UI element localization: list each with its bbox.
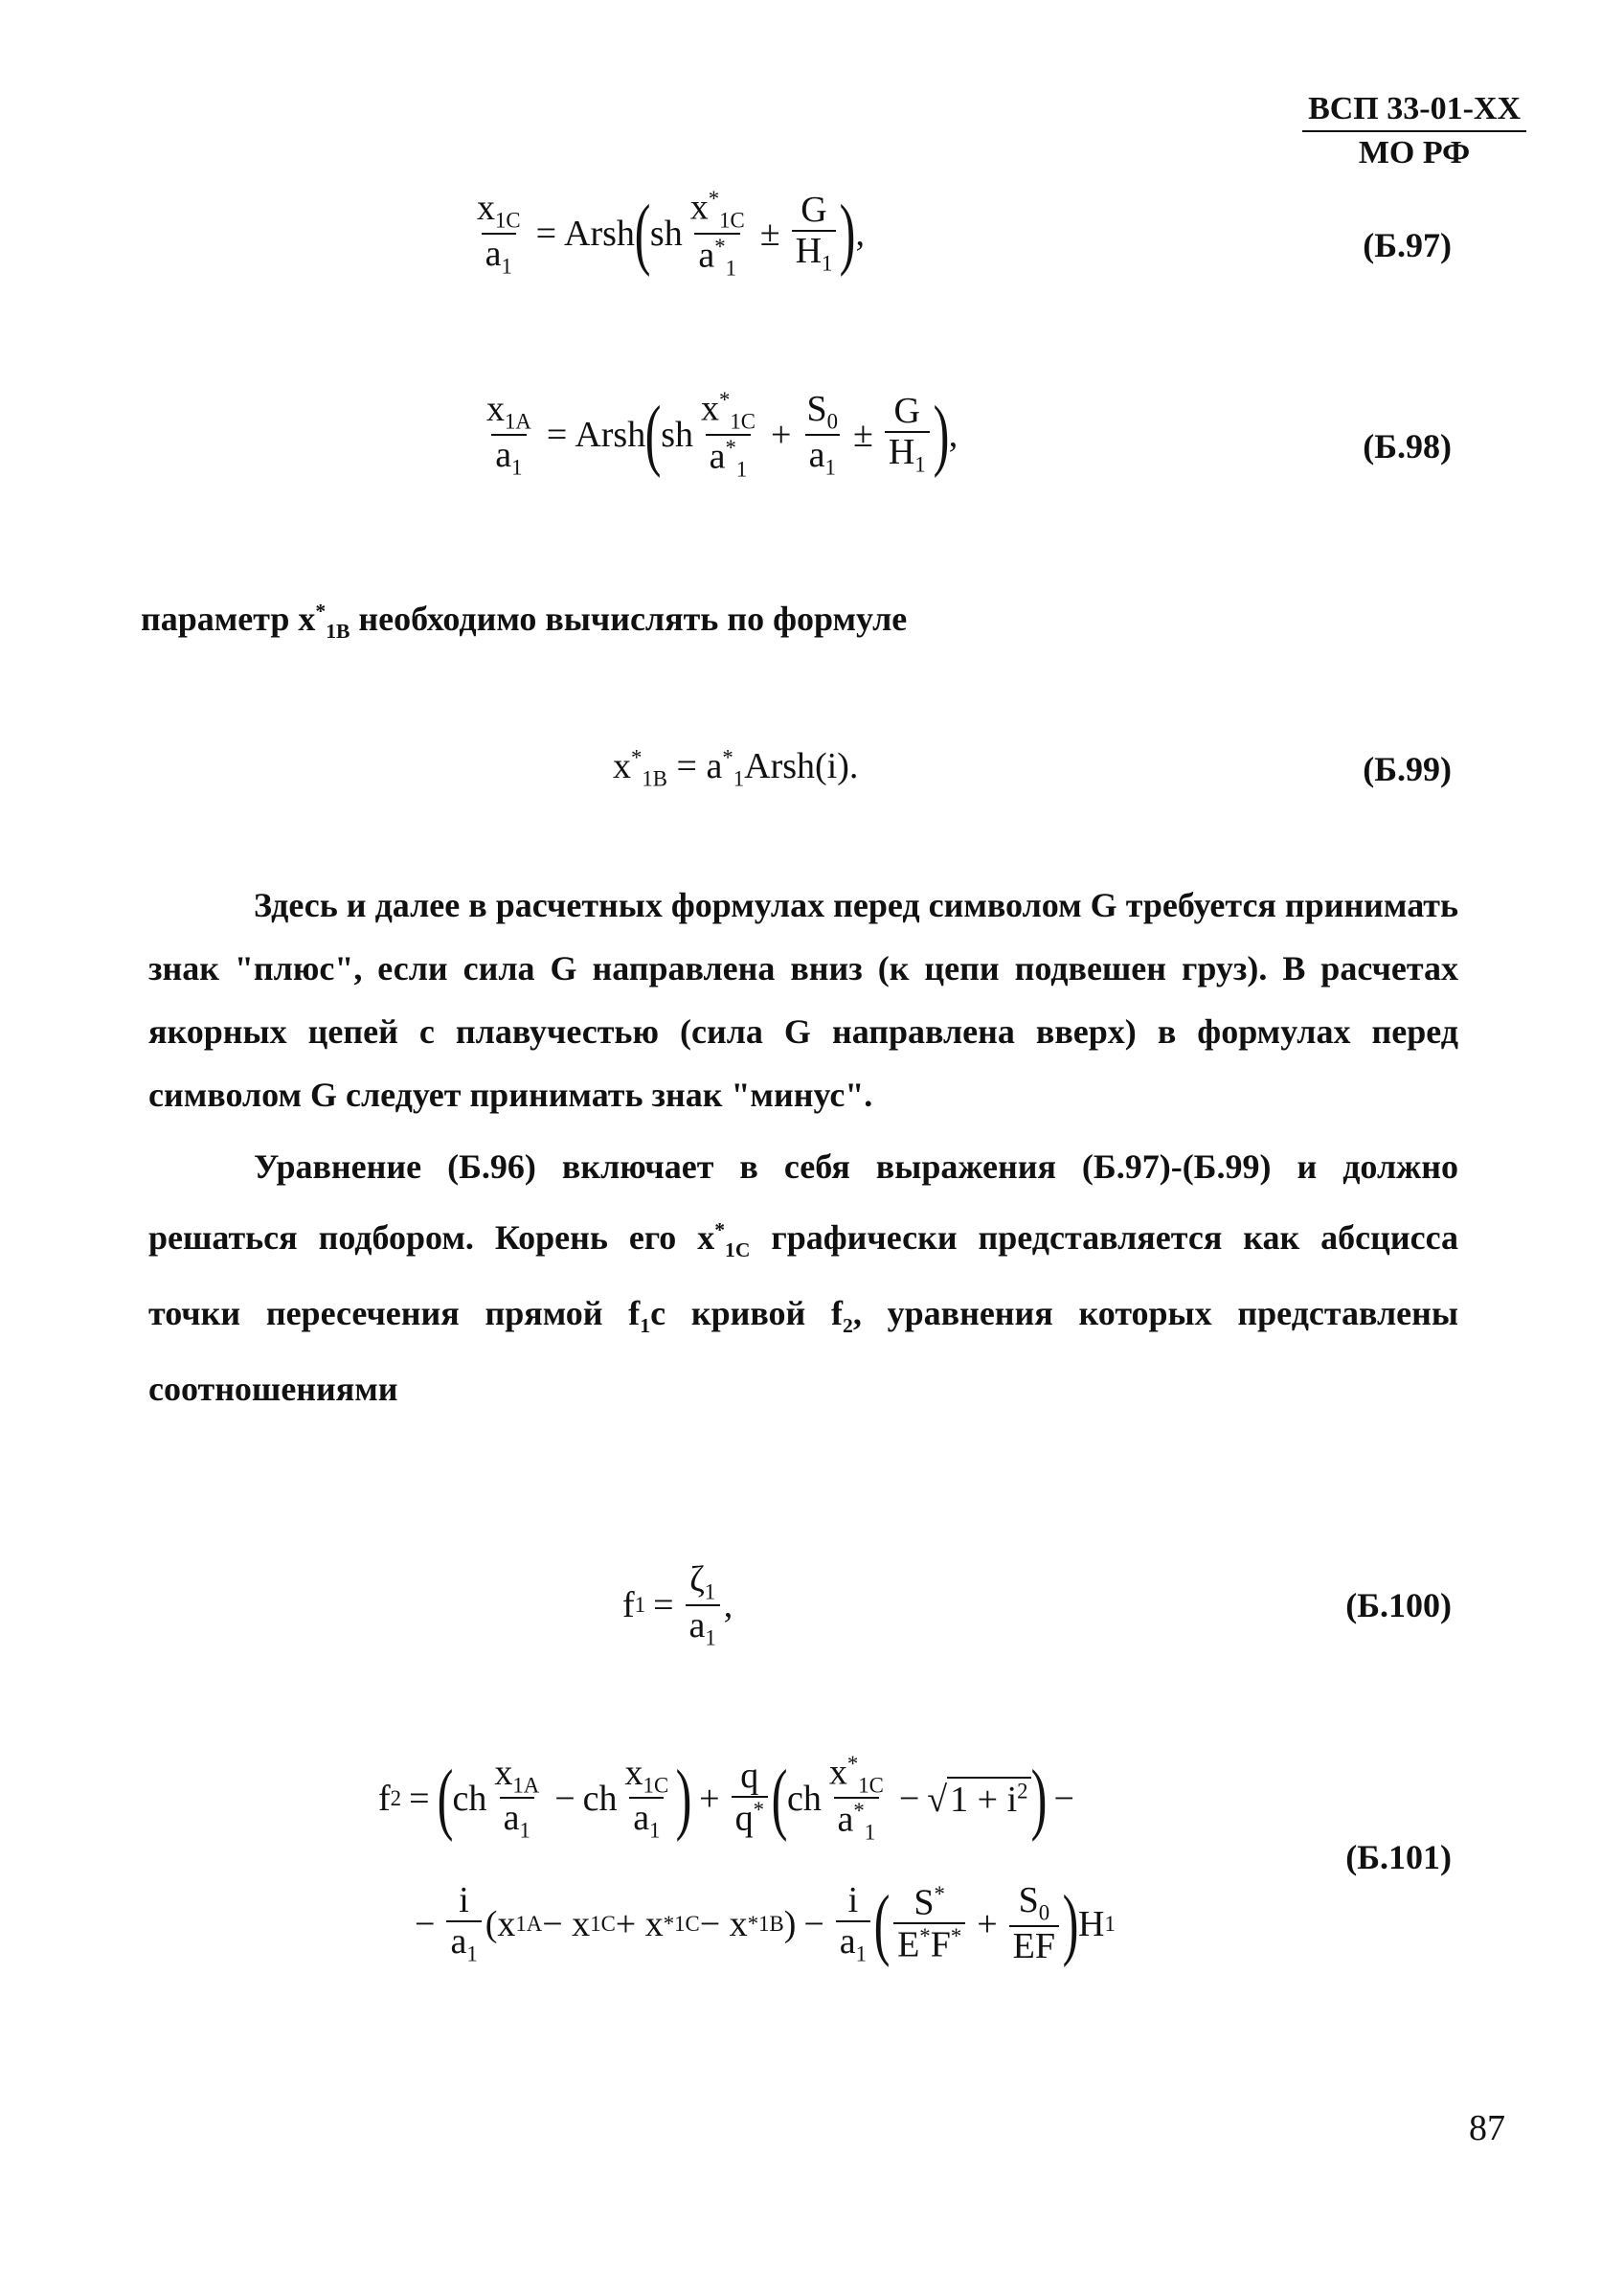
equation-b98: $\frac{x_{1A}}{a_1}$ = Arsh ( sh $\frac{x^*_{1C}}{a^*_1}$ + $\frac{S_0}{a_1}$ ± $\frac{G}{H_1}$ ) , xyxy=(486,388,959,481)
document-code: ВСП 33-01-ХХ xyxy=(1302,88,1526,132)
equation-b99: $x^*_{1B}$ = $a^*_1Arsh(i)$. xyxy=(613,745,859,791)
equation-label-b98: (Б.98) xyxy=(1363,427,1452,465)
document-organization: МО РФ xyxy=(1358,135,1471,170)
equation-label-b97: (Б.97) xyxy=(1363,226,1452,264)
equation-label-b100: (Б.100) xyxy=(1345,1586,1452,1624)
equation-b97: $\frac{x_{1C}}{a_1}$ = Arsh ( sh $\frac{x^*_{1C}}{a^*_1}$ ± $\frac{G}{H_1}$ ) , xyxy=(477,187,865,280)
equation-b100: f 1 = $\frac{\zeta_1}{a_1}$ , xyxy=(622,1559,733,1650)
equation-b101-line1: f 2 = ( ch $\frac{x_{1A}}{a_1}$ − ch $\frac{x_{1C}}{a_1}$ ) + $\frac{q}{q^*}$ ( ch $\frac{x^*_{1C}}{a^*_1}$ − √ $1 + i^2$ ) − xyxy=(378,1752,1074,1845)
document-header xyxy=(1302,88,1526,174)
equation-label-b101: (Б.101) xyxy=(1345,1838,1452,1876)
page-number: 87 xyxy=(1469,2108,1505,2148)
paragraph-sign-rule: Здесь и далее в расчетных формулах перед символом G требуется принимать знак "плюс", если сила G направлена вниз (к цепи подвешен груз). В расчетах якорных цепей с плавучестью (сила G направлена вверх) в формулах перед символом G следует принимать знак "минус". xyxy=(148,886,1458,1114)
paragraph-equation-solution: Уравнение (Б.96) включает в себя выражения (Б.97)-(Б.99) и должно решаться подбором. Корень его $x^*_{1C}$ графически представляется как абсцисса точки пересечения прямой $f_1с$ кривой $f_2$, уравнения которых представлены соотношениями xyxy=(148,1147,1458,1409)
parameter-line: параметр $x^*_{1B}$ необходимо вычислять по формуле xyxy=(141,600,908,644)
equation-label-b99: (Б.99) xyxy=(1363,750,1452,788)
equation-b101-line2: − $\frac{i}{a_1}$ (x 1A − x 1C + x * 1C − x * 1B ) − $\frac{i}{a_1}$ ( $\frac{S^*}{E^*F^*}$ + $\frac{S_0}{EF}$ ) H 1 xyxy=(415,1879,1116,1969)
